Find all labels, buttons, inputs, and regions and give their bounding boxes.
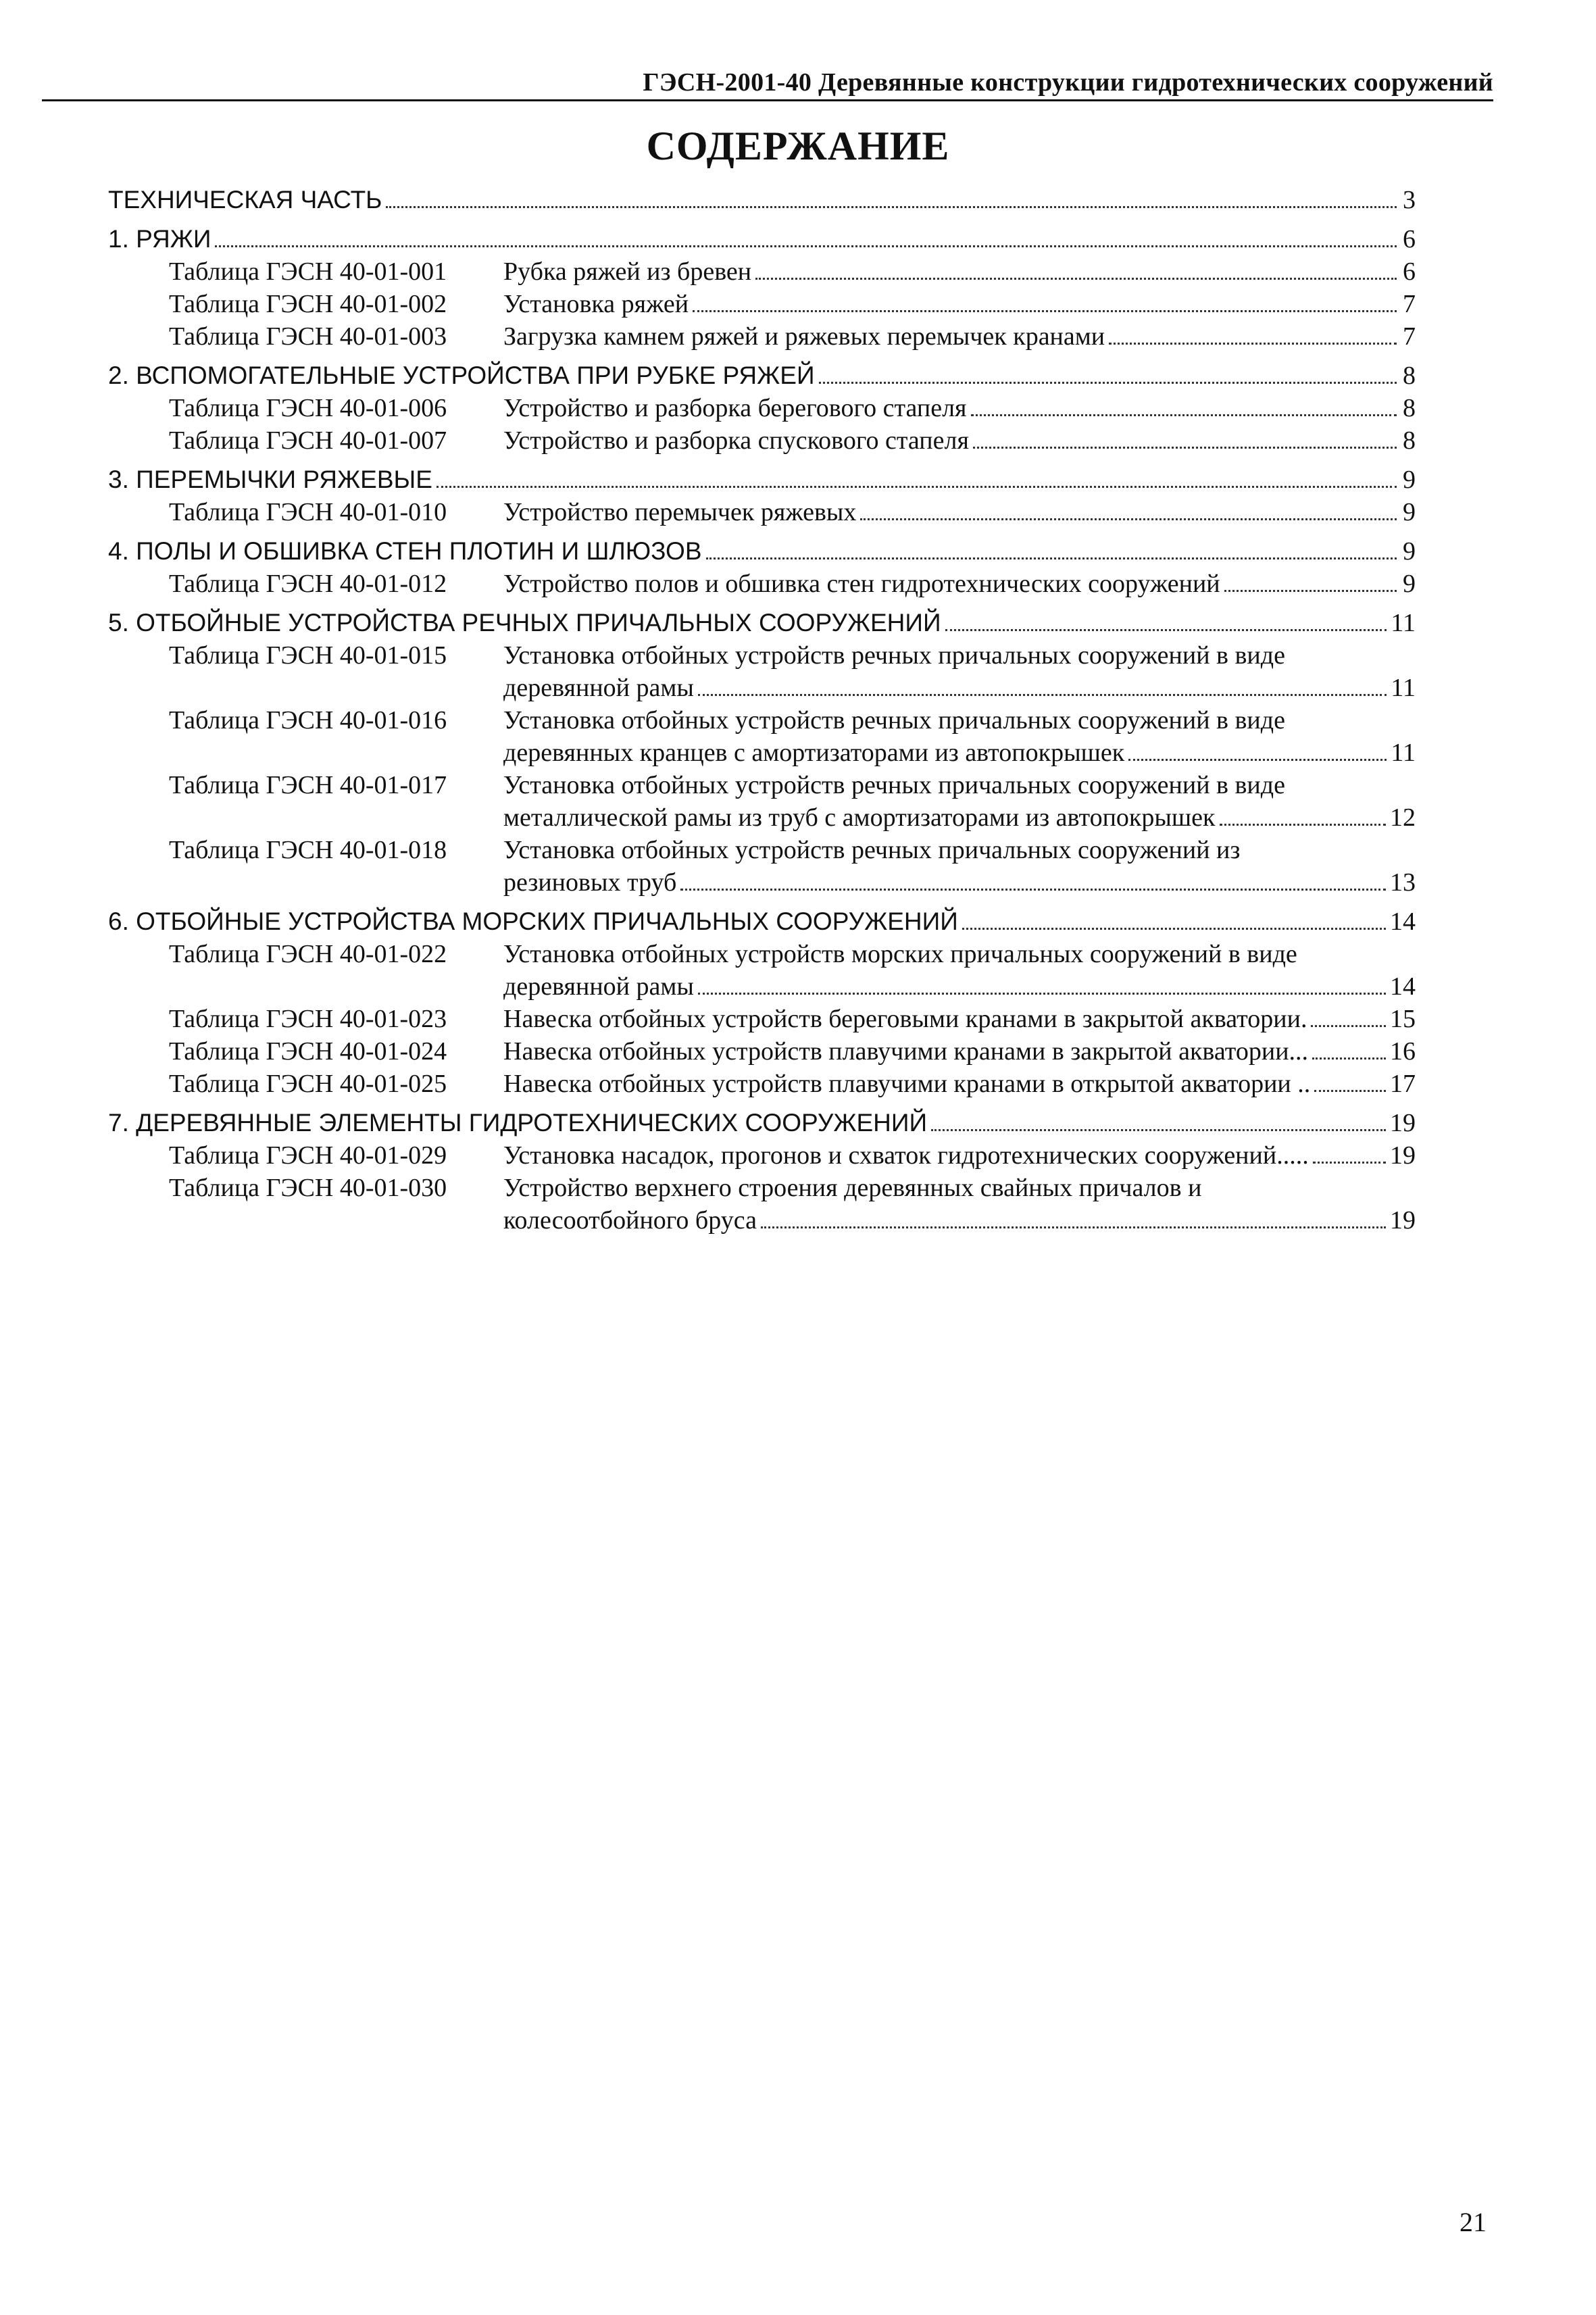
table-title-cont: деревянных кранцев с амортизаторами из автопокрышек xyxy=(503,739,1125,767)
section-title: 1. РЯЖИ xyxy=(108,225,211,253)
table-title-cont: металлической рамы из труб с амортизаторами из автопокрышек xyxy=(503,803,1216,832)
toc-table-entry[interactable] xyxy=(108,1172,1416,1204)
page-ref: 9 xyxy=(1403,570,1416,598)
section-title: 5. ОТБОЙНЫЕ УСТРОЙСТВА РЕЧНЫХ ПРИЧАЛЬНЫХ СООРУЖЕНИЙ xyxy=(108,609,941,637)
dot-leader xyxy=(860,518,1397,520)
toc-table-entry-continuation[interactable] xyxy=(108,1204,1416,1237)
toc-section-entry[interactable] xyxy=(108,464,1416,496)
table-title: Навеска отбойных устройств береговыми кранами в закрытой акватории. xyxy=(503,1005,1307,1033)
dot-leader xyxy=(962,928,1386,930)
dot-leader xyxy=(1128,759,1387,761)
table-title: Установка отбойных устройств речных причальных сооружений из xyxy=(503,836,1241,864)
section-title: ТЕХНИЧЕСКАЯ ЧАСТЬ xyxy=(108,186,382,214)
toc-table-entry-continuation[interactable] xyxy=(108,737,1416,769)
dot-leader xyxy=(1220,824,1387,826)
table-title: Установка отбойных устройств морских причальных сооружений в виде xyxy=(503,940,1297,968)
toc-table-entry[interactable] xyxy=(108,288,1416,320)
dot-leader xyxy=(437,486,1397,488)
page-ref: 19 xyxy=(1390,1141,1416,1170)
page-ref: 17 xyxy=(1390,1070,1416,1098)
dot-leader xyxy=(945,629,1387,631)
table-code: Таблица ГЭСН 40-01-029 xyxy=(169,1141,447,1170)
dot-leader xyxy=(761,1226,1386,1228)
table-title-cont: деревянной рамы xyxy=(503,972,694,1001)
table-code: Таблица ГЭСН 40-01-007 xyxy=(169,426,447,455)
table-title-cont: резиновых труб xyxy=(503,868,677,897)
table-code: Таблица ГЭСН 40-01-010 xyxy=(169,498,447,526)
page-ref: 11 xyxy=(1391,609,1416,637)
toc-table-entry[interactable] xyxy=(108,639,1416,672)
page-ref: 9 xyxy=(1403,537,1416,566)
page-ref: 8 xyxy=(1403,362,1416,390)
table-title: Установка отбойных устройств речных причальных сооружений в виде xyxy=(503,771,1285,799)
toc-table-entry[interactable] xyxy=(108,424,1416,457)
table-code: Таблица ГЭСН 40-01-018 xyxy=(169,836,447,864)
page-ref: 12 xyxy=(1390,803,1416,832)
table-title: Устройство полов и обшивка стен гидротехнических сооружений xyxy=(503,570,1220,598)
page-ref: 8 xyxy=(1403,394,1416,422)
page-ref: 7 xyxy=(1403,322,1416,351)
toc-section-entry[interactable] xyxy=(108,607,1416,639)
toc-table-entry[interactable] xyxy=(108,496,1416,528)
dot-leader xyxy=(1311,1025,1386,1027)
table-title: Рубка ряжей из бревен xyxy=(503,257,752,286)
dot-leader xyxy=(1314,1090,1386,1092)
table-title-cont: колесоотбойного бруса xyxy=(503,1206,757,1235)
toc-table-entry[interactable] xyxy=(108,255,1416,288)
table-code: Таблица ГЭСН 40-01-017 xyxy=(169,771,447,799)
table-title: Устройство и разборка спускового стапеля xyxy=(503,426,969,455)
toc-table-entry-continuation[interactable] xyxy=(108,866,1416,899)
page-ref: 14 xyxy=(1390,972,1416,1001)
table-code: Таблица ГЭСН 40-01-025 xyxy=(169,1070,447,1098)
toc-table-entry[interactable] xyxy=(108,769,1416,801)
table-title: Установка отбойных устройств речных причальных сооружений в виде xyxy=(503,706,1285,735)
dot-leader xyxy=(215,245,1397,247)
page-ref: 9 xyxy=(1403,498,1416,526)
toc-section-entry[interactable] xyxy=(108,223,1416,255)
dot-leader xyxy=(819,382,1397,384)
page-ref: 8 xyxy=(1403,426,1416,455)
toc-section-entry[interactable] xyxy=(108,184,1416,216)
page-number: 21 xyxy=(1460,2207,1487,2237)
table-code: Таблица ГЭСН 40-01-006 xyxy=(169,394,447,422)
toc-section-entry[interactable] xyxy=(108,359,1416,392)
page-ref: 6 xyxy=(1403,225,1416,253)
section-title: 6. ОТБОЙНЫЕ УСТРОЙСТВА МОРСКИХ ПРИЧАЛЬНЫХ СООРУЖЕНИЙ xyxy=(108,907,958,935)
table-title: Загрузка камнем ряжей и ряжевых перемычек кранами xyxy=(503,322,1105,351)
toc-table-entry-continuation[interactable] xyxy=(108,970,1416,1003)
toc-table-entry[interactable] xyxy=(108,938,1416,970)
toc-table-entry-continuation[interactable] xyxy=(108,801,1416,834)
toc-table-entry[interactable] xyxy=(108,1035,1416,1068)
dot-leader xyxy=(1109,343,1397,345)
table-title: Устройство и разборка берегового стапеля xyxy=(503,394,967,422)
dot-leader xyxy=(386,206,1397,208)
running-header: ГЭСН-2001-40 Деревянные конструкции гидротехнических сооружений xyxy=(643,68,1493,97)
table-code: Таблица ГЭСН 40-01-015 xyxy=(169,641,447,670)
header-rule xyxy=(42,99,1493,101)
dot-leader xyxy=(755,278,1397,280)
toc-table-entry[interactable] xyxy=(108,704,1416,737)
dot-leader xyxy=(1224,590,1397,592)
section-title: 4. ПОЛЫ И ОБШИВКА СТЕН ПЛОТИН И ШЛЮЗОВ xyxy=(108,537,702,565)
dot-leader xyxy=(693,310,1397,312)
dot-leader xyxy=(706,557,1397,559)
page-ref: 9 xyxy=(1403,466,1416,494)
table-code: Таблица ГЭСН 40-01-023 xyxy=(169,1005,447,1033)
page-ref: 3 xyxy=(1403,186,1416,214)
toc-section-entry[interactable] xyxy=(108,1107,1416,1139)
dot-leader xyxy=(973,447,1397,449)
table-code: Таблица ГЭСН 40-01-016 xyxy=(169,706,447,735)
table-title: Устройство верхнего строения деревянных свайных причалов и xyxy=(503,1174,1202,1202)
page-ref: 6 xyxy=(1403,257,1416,286)
table-code: Таблица ГЭСН 40-01-003 xyxy=(169,322,447,351)
page-ref: 19 xyxy=(1390,1109,1416,1137)
page-ref: 16 xyxy=(1390,1037,1416,1066)
dot-leader xyxy=(1313,1162,1386,1164)
toc-table-entry[interactable] xyxy=(108,568,1416,600)
table-title: Установка насадок, прогонов и схваток гидротехнических сооружений..... xyxy=(503,1141,1309,1170)
table-code: Таблица ГЭСН 40-01-022 xyxy=(169,940,447,968)
table-code: Таблица ГЭСН 40-01-012 xyxy=(169,570,447,598)
dot-leader xyxy=(971,414,1397,416)
page-title: СОДЕРЖАНИЕ xyxy=(646,124,950,168)
table-title: Установка отбойных устройств речных причальных сооружений в виде xyxy=(503,641,1285,670)
dot-leader xyxy=(1312,1057,1386,1060)
table-title: Навеска отбойных устройств плавучими кранами в открытой акватории .. xyxy=(503,1070,1311,1098)
toc-table-entry-continuation[interactable] xyxy=(108,672,1416,704)
table-title: Установка ряжей xyxy=(503,290,689,318)
toc-section-entry[interactable] xyxy=(108,905,1416,938)
dot-leader xyxy=(931,1129,1386,1131)
page-ref: 11 xyxy=(1391,674,1416,702)
page-ref: 14 xyxy=(1390,907,1416,936)
page-ref: 7 xyxy=(1403,290,1416,318)
section-title: 2. ВСПОМОГАТЕЛЬНЫЕ УСТРОЙСТВА ПРИ РУБКЕ РЯЖЕЙ xyxy=(108,362,815,389)
toc-table-entry[interactable] xyxy=(108,392,1416,424)
table-title-cont: деревянной рамы xyxy=(503,674,694,702)
toc-section-entry[interactable] xyxy=(108,535,1416,568)
toc-table-entry[interactable] xyxy=(108,1003,1416,1035)
table-code: Таблица ГЭСН 40-01-001 xyxy=(169,257,447,286)
dot-leader xyxy=(698,694,1387,696)
page-ref: 19 xyxy=(1390,1206,1416,1235)
page-ref: 11 xyxy=(1391,739,1416,767)
dot-leader xyxy=(680,889,1386,891)
page-ref: 15 xyxy=(1390,1005,1416,1033)
table-code: Таблица ГЭСН 40-01-030 xyxy=(169,1174,447,1202)
section-title: 7. ДЕРЕВЯННЫЕ ЭЛЕМЕНТЫ ГИДРОТЕХНИЧЕСКИХ СООРУЖЕНИЙ xyxy=(108,1109,928,1137)
toc-table-entry[interactable] xyxy=(108,834,1416,866)
section-title: 3. ПЕРЕМЫЧКИ РЯЖЕВЫЕ xyxy=(108,466,432,493)
table-title: Устройство перемычек ряжевых xyxy=(503,498,857,526)
toc-table-entry[interactable] xyxy=(108,1139,1416,1172)
table-of-contents xyxy=(108,184,1416,1237)
table-code: Таблица ГЭСН 40-01-002 xyxy=(169,290,447,318)
toc-table-entry[interactable] xyxy=(108,1068,1416,1100)
toc-table-entry[interactable] xyxy=(108,320,1416,353)
table-code: Таблица ГЭСН 40-01-024 xyxy=(169,1037,447,1066)
page-ref: 13 xyxy=(1390,868,1416,897)
table-title: Навеска отбойных устройств плавучими кранами в закрытой акватории... xyxy=(503,1037,1309,1066)
dot-leader xyxy=(698,993,1386,995)
